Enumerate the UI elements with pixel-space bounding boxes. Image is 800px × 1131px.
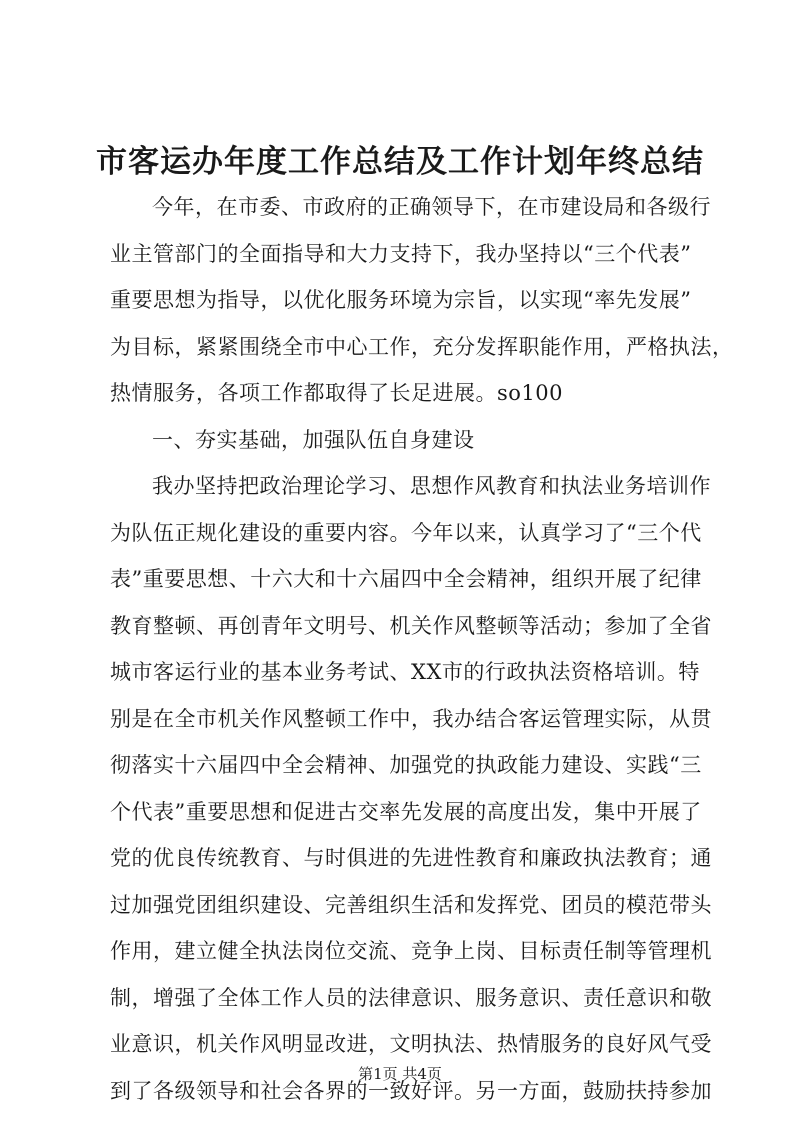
paragraph-line: 业主管部门的全面指导和大力支持下，我办坚持以“三个代表”: [110, 241, 692, 266]
page-number-footer: 第1页 共4页: [358, 1065, 442, 1083]
paragraph-line: 制，增强了全体工作人员的法律意识、服务意识、责任意识和敬: [110, 985, 712, 1010]
paragraph-line: 教育整顿、再创青年文明号、机关作风整顿等活动；参加了全省: [110, 613, 712, 638]
paragraph-line: 业意识，机关作风明显改进，文明执法、热情服务的良好风气受: [110, 1032, 712, 1056]
paragraph-line: 过加强党团组织建设、完善组织生活和发挥党、团员的模范带头: [110, 892, 712, 917]
paragraph-line: 彻落实十六届四中全会精神、加强党的执政能力建设、实践“三: [110, 753, 702, 777]
paragraph-line: 重要思想为指导，以优化服务环境为宗旨，以实现“率先发展”: [110, 288, 692, 312]
paragraph-line: 表”重要思想、十六大和十六届四中全会精神，组织开展了纪律: [110, 567, 702, 591]
section-heading: 一、夯实基础，加强队伍自身建设: [152, 427, 475, 452]
paragraph-line: 为目标，紧紧围绕全市中心工作，充分发挥职能作用，严格执法，: [110, 334, 734, 359]
paragraph-line: 到了各级领导和社会各界的一致好评。另一方面，鼓励扶持参加: [110, 1078, 712, 1103]
document-title: 市客运办年度工作总结及工作计划年终总结: [96, 144, 704, 180]
paragraph-line: 个代表”重要思想和促进古交率先发展的高度出发，集中开展了: [110, 799, 702, 824]
paragraph-line: 热情服务，各项工作都取得了长足进展。so100: [110, 381, 564, 405]
paragraph-line: 今年，在市委、市政府的正确领导下，在市建设局和各级行: [152, 195, 711, 219]
paragraph-line: 作用，建立健全执法岗位交流、竞争上岗、目标责任制等管理机: [110, 939, 712, 963]
paragraph-line: 党的优良传统教育、与时俱进的先进性教育和廉政执法教育；通: [110, 846, 712, 870]
paragraph-line: 为队伍正规化建设的重要内容。今年以来，认真学习了“三个代: [110, 520, 702, 545]
paragraph-line: 我办坚持把政治理论学习、思想作风教育和执法业务培训作: [152, 474, 711, 498]
paragraph-line: 别是在全市机关作风整顿工作中，我办结合客运管理实际，从贯: [110, 706, 712, 731]
document-body: [110, 184, 734, 1114]
paragraph-line: 城市客运行业的基本业务考试、XX市的行政执法资格培训。特: [110, 660, 700, 684]
